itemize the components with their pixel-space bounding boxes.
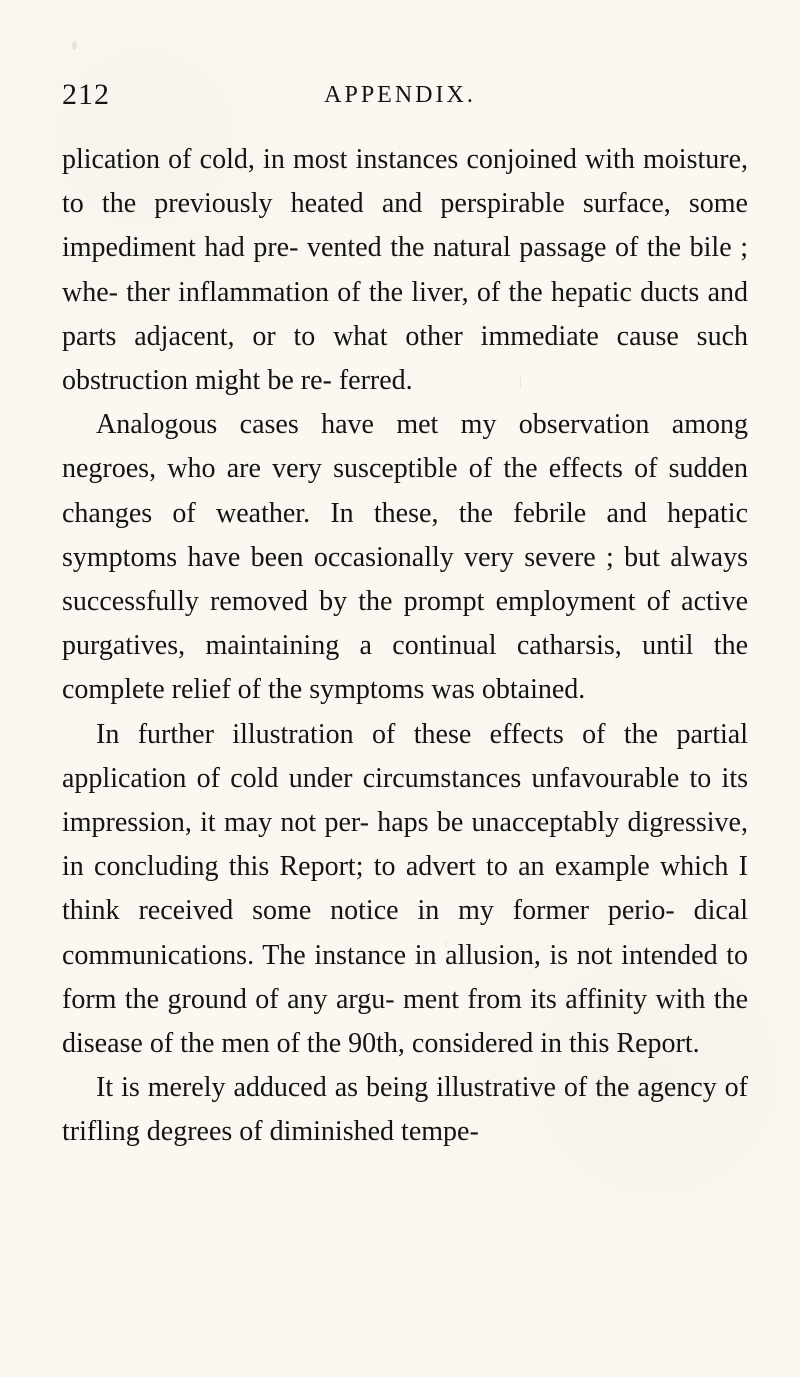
page-number: 212 bbox=[62, 78, 110, 111]
page-header bbox=[62, 78, 738, 120]
paragraph-merely-adduced: It is merely adduced as being illustrative of the agency of trifling degrees of diminished tempe- bbox=[62, 1072, 748, 1148]
paragraph-further-illustration: In further illustration of these effects of the partial application of cold under circumstances unfavourable to its impression, it may not per- haps be unacceptably digressive, in concluding this Report; to advert to an example which I think received some notice in my former perio- dical communications. The instance in allusion, is not intended to form the ground of any argu- ment from its affinity with the disease of the men of the 90th, considered in this Report. bbox=[62, 718, 748, 1060]
paragraph-continuation: plication of cold, in most instances conjoined with moisture, to the previously heated and perspirable surface, some impediment had pre- vented the natural passage of the bile ; whe- ther inflammation of the liver, of the hepatic ducts and parts adjacent, or to what other immediate cause such obstruction might be re- ferred. bbox=[62, 144, 748, 397]
running-head: APPENDIX. bbox=[324, 82, 476, 108]
page-speck bbox=[72, 41, 77, 50]
paragraph-analogous-cases: Analogous cases have met my observation among negroes, who are very susceptible of the effects of sudden changes of weather. In these, the febrile and hepatic symptoms have been occasionally very severe ; but always successfully removed by the prompt employment of active purgatives, maintaining a continual catharsis, until the complete relief of the symptoms was obtained. bbox=[62, 409, 748, 706]
body-text bbox=[62, 138, 748, 1155]
